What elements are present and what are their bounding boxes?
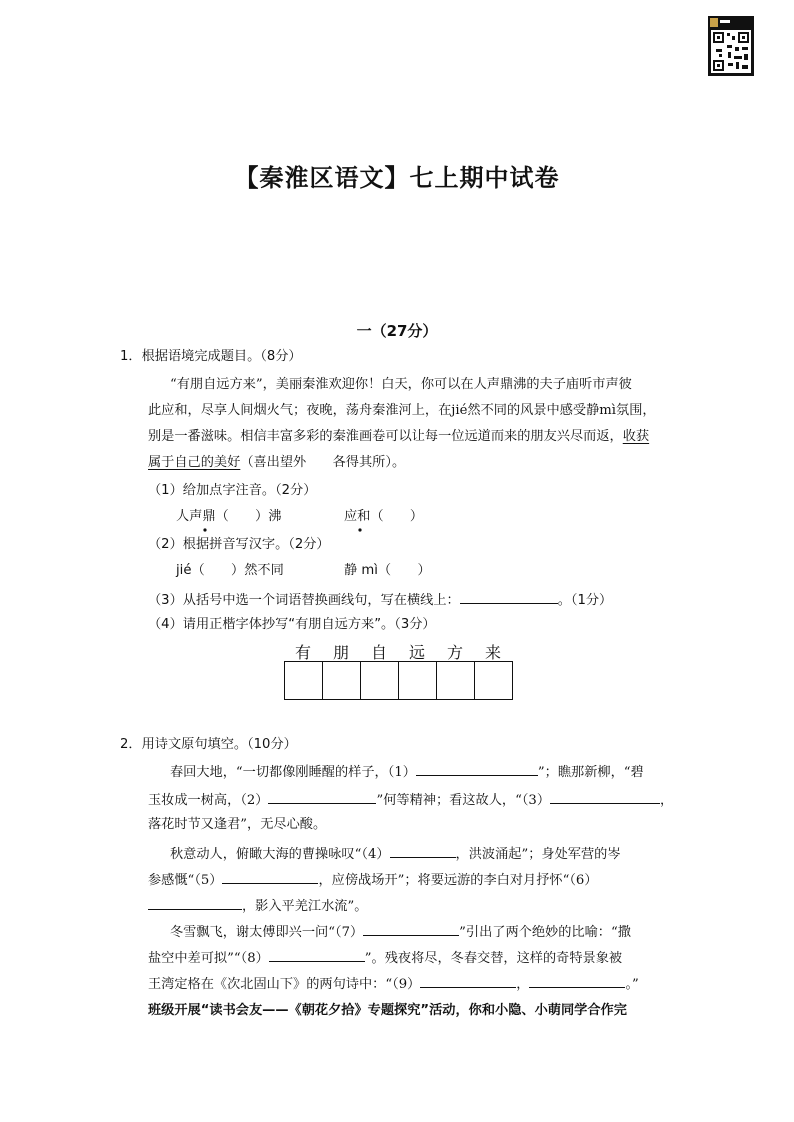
writing-cell[interactable] (284, 661, 323, 700)
copy-char: 来 (484, 643, 501, 662)
q1-paragraph-line: 属于自己的美好（喜出望外 各得其所）。 (148, 455, 406, 470)
q1-sub2-item-b: 静 mì（ ） (344, 563, 431, 578)
copy-char: 自 (370, 643, 387, 662)
answer-blank[interactable] (529, 974, 625, 988)
q1-sub1: （1）给加点字注音。（2分） (148, 483, 317, 498)
answer-blank[interactable] (269, 948, 365, 962)
copy-char: 朋 (332, 643, 349, 662)
copy-characters (284, 640, 512, 663)
q1-sub4: （4）请用正楷字体抄写“有朋自远方来”。（3分） (148, 617, 436, 632)
answer-blank[interactable] (268, 790, 376, 804)
page-title: 【秦淮区语文】七上期中试卷 (234, 164, 560, 192)
q1-sub1-item-a: 人声鼎（ ）沸 (176, 509, 282, 524)
q2-line: 玉妆成一树高，（2） ”何等精神；看这故人，“（3） ， (148, 790, 673, 810)
q2-heading: 2．用诗文原句填空。（10分） (120, 737, 297, 752)
answer-blank[interactable] (222, 870, 318, 884)
answer-blank[interactable] (460, 590, 558, 604)
answer-blank[interactable] (390, 844, 456, 858)
underlined-sentence: 收获 (622, 429, 650, 444)
q1-sub3: （3）从括号中选一个词语替换画线句，写在横线上： 。（1分） (148, 590, 612, 610)
answer-blank[interactable] (550, 790, 660, 804)
q1-heading: 1．根据语境完成题目。（8分） (120, 349, 302, 364)
copy-char: 远 (408, 643, 425, 662)
q2-line: 王湾定格在《次北固山下》的两句诗中：“（9） ， 。” (148, 974, 639, 994)
q1-sub2-item-a: jié（ ）然不同 (176, 563, 284, 578)
writing-cell[interactable] (360, 661, 399, 700)
writing-cell[interactable] (474, 661, 513, 700)
writing-cell[interactable] (322, 661, 361, 700)
q1-paragraph-line: 别是一番滋味。相信丰富多彩的秦淮画卷可以让每一位远道而来的朋友兴尽而返，收获 (148, 429, 650, 444)
writing-grid (284, 661, 512, 700)
answer-blank[interactable] (363, 922, 459, 936)
answer-blank[interactable] (148, 896, 242, 910)
copy-char: 有 (294, 643, 311, 662)
q2-line: 春回大地，“一切都像刚睡醒的样子，（1） ”；瞧那新柳，“碧 (170, 762, 644, 782)
writing-cell[interactable] (436, 661, 475, 700)
q2-line: ，影入平羌江水流”。 (148, 896, 367, 916)
q2-line: 冬雪飘飞，谢太傅即兴一问“（7） ”引出了两个绝妙的比喻：“撒 (170, 922, 631, 942)
emphasis-dot-icon (203, 528, 207, 532)
writing-cell[interactable] (398, 661, 437, 700)
underlined-sentence: 属于自己的美好 (148, 455, 241, 470)
q1-sub2: （2）根据拼音写汉字。（2分） (148, 537, 330, 552)
q2-line: 参感慨“（5） ，应傍战场开”；将要远游的李白对月抒怀“（6） (148, 870, 598, 890)
q2-line: 落花时节又逢君”，无尽心酸。 (148, 817, 327, 832)
answer-blank[interactable] (416, 762, 538, 776)
answer-blank[interactable] (420, 974, 516, 988)
q1-paragraph-line: “有朋自远方来”，美丽秦淮欢迎你！白天，你可以在人声鼎沸的夫子庙听市声彼 (170, 377, 632, 392)
qr-code-icon (708, 16, 754, 76)
q3-intro: 班级开展“读书会友——《朝花夕拾》专题探究”活动，你和小隐、小萌同学合作完 (148, 1003, 627, 1018)
emphasis-dot-icon (358, 528, 362, 532)
q2-line: 盐空中差可拟”“（8） ”。残夜将尽，冬春交替，这样的奇特景象被 (148, 948, 622, 968)
section-title: 一（27分） (356, 322, 438, 340)
q2-line: 秋意动人，俯瞰大海的曹操咏叹“（4） ，洪波涌起”；身处军营的岑 (170, 844, 621, 864)
q1-sub1-item-b: 应和（ ） (344, 509, 424, 524)
q1-paragraph-line: 此应和，尽享人间烟火气；夜晚，荡舟秦淮河上，在jié然不同的风景中感受静mì氛围， (148, 403, 656, 418)
copy-char: 方 (446, 643, 463, 662)
